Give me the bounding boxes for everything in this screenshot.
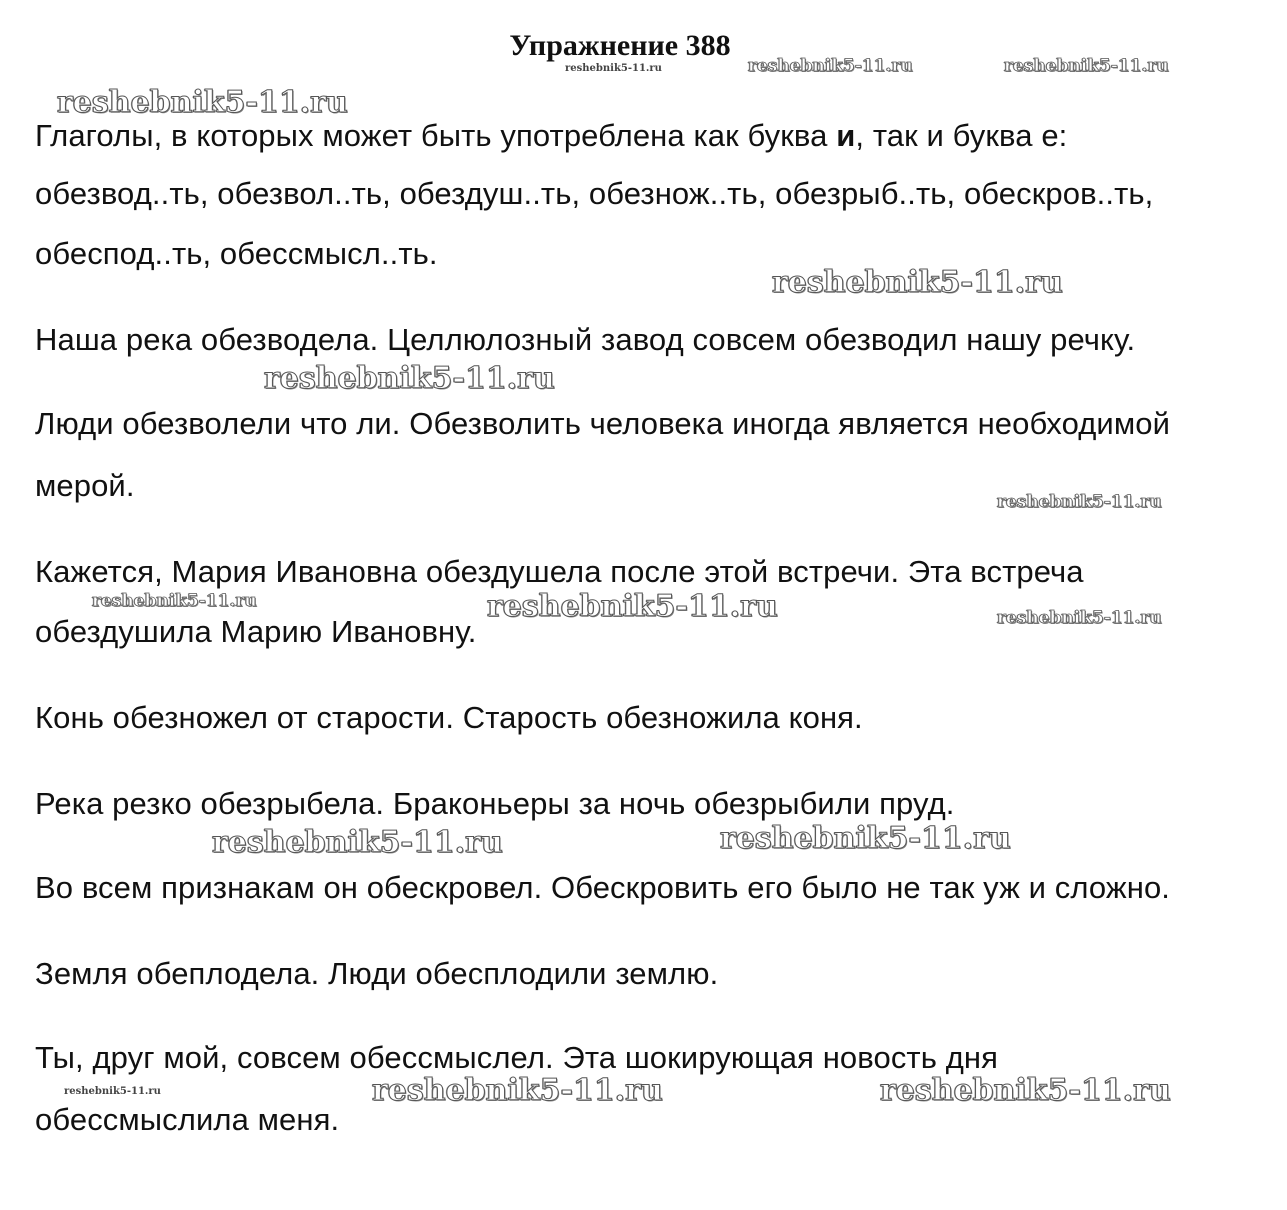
sentence-line: Во всем признакам он обескровел. Обескровить его было не так уж и сложно. <box>35 870 1170 905</box>
sentence-line: Конь обезножел от старости. Старость обезножила коня. <box>35 700 863 735</box>
sentence-line: мерой. <box>35 468 135 503</box>
watermark: reshebnik5-11.ru <box>264 361 555 396</box>
sentence-line: обессмыслила меня. <box>35 1102 340 1137</box>
watermark: reshebnik5-11.ru <box>565 63 662 74</box>
watermark: reshebnik5-11.ru <box>772 265 1063 300</box>
watermark: reshebnik5-11.ru <box>997 608 1162 628</box>
watermark: reshebnik5-11.ru <box>372 1073 663 1108</box>
watermark: reshebnik5-11.ru <box>487 589 778 624</box>
sentence-line: Земля обеплодела. Люди обесплодили землю. <box>35 956 719 991</box>
verb-list-line: обеспод..ть, обессмысл..ть. <box>35 236 438 271</box>
watermark: reshebnik5-11.ru <box>997 492 1162 512</box>
watermark: reshebnik5-11.ru <box>92 591 257 611</box>
exercise-title: Упражнение 388 <box>509 29 731 62</box>
verb-list-line: обезвод..ть, обезвол..ть, обездуш..ть, обезнож..ть, обезрыб..ть, обескров..ть, <box>35 176 1154 211</box>
watermark: reshebnik5-11.ru <box>212 825 503 860</box>
watermark: reshebnik5-11.ru <box>57 85 348 120</box>
sentence-line: Люди обезволели что ли. Обезволить человека иногда является необходимой <box>35 406 1170 441</box>
sentence-line: Река резко обезрыбела. Браконьеры за ночь обезрыбили пруд. <box>35 786 955 821</box>
sentence-line: Наша река обезводела. Целлюлозный завод совсем обезводил нашу речку. <box>35 322 1136 357</box>
watermark: reshebnik5-11.ru <box>1004 56 1169 76</box>
intro-line <box>35 118 1067 154</box>
watermark: reshebnik5-11.ru <box>64 1086 161 1097</box>
intro-bold-letter: и <box>836 118 856 153</box>
watermark: reshebnik5-11.ru <box>720 821 1011 856</box>
watermark: reshebnik5-11.ru <box>748 56 913 76</box>
intro-text: Глаголы, в которых может быть употреблена как буква <box>35 118 837 153</box>
sentence-line: Кажется, Мария Ивановна обездушела после этой встречи. Эта встреча <box>35 554 1084 589</box>
intro-text: , так и буква е: <box>855 118 1068 153</box>
sentence-line: Ты, друг мой, совсем обессмыслел. Эта шокирующая новость дня <box>35 1040 998 1075</box>
sentence-line: обездушила Марию Ивановну. <box>35 614 477 649</box>
watermark: reshebnik5-11.ru <box>880 1073 1171 1108</box>
